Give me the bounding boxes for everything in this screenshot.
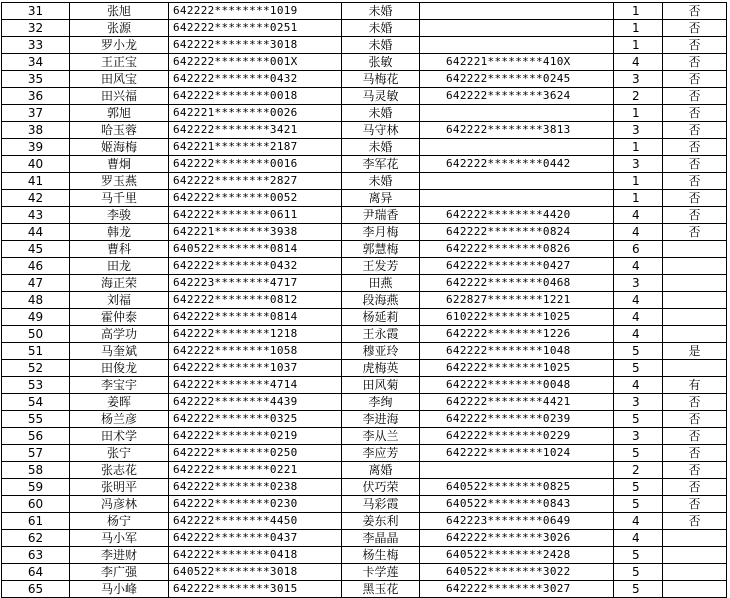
- table-row: [2, 547, 727, 564]
- id-number-cell: 642222********3018: [169, 37, 342, 54]
- row-number-cell: 32: [2, 20, 70, 37]
- status-flag-cell: [663, 326, 727, 343]
- spouse-id-cell: 642222********1025: [420, 360, 614, 377]
- spouse-cell: 未婚: [342, 105, 420, 122]
- status-flag-cell: 否: [663, 190, 727, 207]
- id-number-cell: 642222********0812: [169, 292, 342, 309]
- table-row: [2, 207, 727, 224]
- name-cell: 曹科: [70, 241, 169, 258]
- row-number-cell: 54: [2, 394, 70, 411]
- name-cell: 马千里: [70, 190, 169, 207]
- row-number-cell: 65: [2, 581, 70, 598]
- name-cell: 韩龙: [70, 224, 169, 241]
- id-number-cell: 642222********0018: [169, 88, 342, 105]
- household-count-cell: 4: [614, 377, 663, 394]
- status-flag-cell: 否: [663, 71, 727, 88]
- status-flag-cell: 否: [663, 3, 727, 20]
- household-table: [1, 2, 727, 598]
- table-body: [2, 3, 727, 598]
- status-flag-cell: 否: [663, 394, 727, 411]
- household-count-cell: 1: [614, 173, 663, 190]
- row-number-cell: 62: [2, 530, 70, 547]
- id-number-cell: 642222********2827: [169, 173, 342, 190]
- spouse-id-cell: [420, 173, 614, 190]
- spouse-cell: 杨延莉: [342, 309, 420, 326]
- household-count-cell: 1: [614, 37, 663, 54]
- row-number-cell: 51: [2, 343, 70, 360]
- id-number-cell: 642222********0814: [169, 309, 342, 326]
- household-count-cell: 2: [614, 462, 663, 479]
- name-cell: 罗玉燕: [70, 173, 169, 190]
- table-row: [2, 309, 727, 326]
- name-cell: 马小军: [70, 530, 169, 547]
- household-count-cell: 4: [614, 513, 663, 530]
- spouse-id-cell: 640522********0825: [420, 479, 614, 496]
- spouse-id-cell: 640522********0843: [420, 496, 614, 513]
- row-number-cell: 45: [2, 241, 70, 258]
- spouse-id-cell: 642221********410X: [420, 54, 614, 71]
- id-number-cell: 642222********1019: [169, 3, 342, 20]
- spouse-id-cell: 642222********3624: [420, 88, 614, 105]
- household-count-cell: 3: [614, 275, 663, 292]
- status-flag-cell: [663, 241, 727, 258]
- table-row: [2, 88, 727, 105]
- id-number-cell: 642222********0251: [169, 20, 342, 37]
- id-number-cell: 642222********1058: [169, 343, 342, 360]
- spouse-cell: 李从兰: [342, 428, 420, 445]
- row-number-cell: 44: [2, 224, 70, 241]
- status-flag-cell: [663, 564, 727, 581]
- id-number-cell: 642222********4450: [169, 513, 342, 530]
- id-number-cell: 642222********0230: [169, 496, 342, 513]
- spouse-cell: 未婚: [342, 139, 420, 156]
- table-row: [2, 292, 727, 309]
- spouse-cell: 马梅花: [342, 71, 420, 88]
- table-row: [2, 377, 727, 394]
- name-cell: 哈玉蓉: [70, 122, 169, 139]
- row-number-cell: 53: [2, 377, 70, 394]
- id-number-cell: 642222********3421: [169, 122, 342, 139]
- name-cell: 冯彦林: [70, 496, 169, 513]
- household-count-cell: 2: [614, 88, 663, 105]
- household-count-cell: 5: [614, 581, 663, 598]
- spouse-cell: 段海燕: [342, 292, 420, 309]
- id-number-cell: 642223********4717: [169, 275, 342, 292]
- row-number-cell: 35: [2, 71, 70, 88]
- status-flag-cell: 否: [663, 122, 727, 139]
- name-cell: 姬海梅: [70, 139, 169, 156]
- spouse-cell: 王发芳: [342, 258, 420, 275]
- spouse-cell: 王永霞: [342, 326, 420, 343]
- row-number-cell: 47: [2, 275, 70, 292]
- status-flag-cell: [663, 292, 727, 309]
- status-flag-cell: 否: [663, 411, 727, 428]
- status-flag-cell: [663, 275, 727, 292]
- name-cell: 高学功: [70, 326, 169, 343]
- name-cell: 海正荣: [70, 275, 169, 292]
- table-row: [2, 275, 727, 292]
- household-count-cell: 4: [614, 258, 663, 275]
- table-row: [2, 428, 727, 445]
- table-row: [2, 190, 727, 207]
- spouse-id-cell: 642222********0824: [420, 224, 614, 241]
- table-row: [2, 105, 727, 122]
- spouse-cell: 李晶晶: [342, 530, 420, 547]
- spouse-id-cell: 642222********1226: [420, 326, 614, 343]
- status-flag-cell: 否: [663, 479, 727, 496]
- spouse-cell: 田燕: [342, 275, 420, 292]
- status-flag-cell: [663, 581, 727, 598]
- household-count-cell: 3: [614, 428, 663, 445]
- row-number-cell: 64: [2, 564, 70, 581]
- spouse-id-cell: 642223********0649: [420, 513, 614, 530]
- row-number-cell: 43: [2, 207, 70, 224]
- household-count-cell: 4: [614, 530, 663, 547]
- household-count-cell: 4: [614, 207, 663, 224]
- row-number-cell: 52: [2, 360, 70, 377]
- row-number-cell: 60: [2, 496, 70, 513]
- id-number-cell: 642221********3938: [169, 224, 342, 241]
- name-cell: 李进财: [70, 547, 169, 564]
- status-flag-cell: 否: [663, 207, 727, 224]
- row-number-cell: 58: [2, 462, 70, 479]
- row-number-cell: 50: [2, 326, 70, 343]
- id-number-cell: 642222********0221: [169, 462, 342, 479]
- spouse-id-cell: [420, 3, 614, 20]
- name-cell: 田兴福: [70, 88, 169, 105]
- spouse-cell: 未婚: [342, 37, 420, 54]
- name-cell: 田风宝: [70, 71, 169, 88]
- spouse-id-cell: [420, 20, 614, 37]
- id-number-cell: 642222********0219: [169, 428, 342, 445]
- name-cell: 曹炯: [70, 156, 169, 173]
- spouse-id-cell: 642222********0427: [420, 258, 614, 275]
- table-row: [2, 71, 727, 88]
- household-count-cell: 1: [614, 20, 663, 37]
- id-number-cell: 640522********3018: [169, 564, 342, 581]
- status-flag-cell: 有: [663, 377, 727, 394]
- household-count-cell: 5: [614, 547, 663, 564]
- table-row: [2, 394, 727, 411]
- id-number-cell: 642222********0432: [169, 258, 342, 275]
- id-number-cell: 642222********0418: [169, 547, 342, 564]
- name-cell: 田术学: [70, 428, 169, 445]
- spouse-cell: 张敏: [342, 54, 420, 71]
- id-number-cell: 642222********0238: [169, 479, 342, 496]
- spouse-cell: 李军花: [342, 156, 420, 173]
- row-number-cell: 37: [2, 105, 70, 122]
- spouse-id-cell: 642222********1024: [420, 445, 614, 462]
- row-number-cell: 57: [2, 445, 70, 462]
- spouse-cell: 田风菊: [342, 377, 420, 394]
- status-flag-cell: 否: [663, 37, 727, 54]
- row-number-cell: 34: [2, 54, 70, 71]
- household-count-cell: 5: [614, 360, 663, 377]
- name-cell: 郭旭: [70, 105, 169, 122]
- spouse-id-cell: [420, 190, 614, 207]
- table-row: [2, 513, 727, 530]
- name-cell: 李骏: [70, 207, 169, 224]
- spouse-id-cell: 642222********0239: [420, 411, 614, 428]
- spouse-id-cell: 642222********3813: [420, 122, 614, 139]
- spouse-id-cell: 642222********4421: [420, 394, 614, 411]
- id-number-cell: 642221********2187: [169, 139, 342, 156]
- status-flag-cell: 否: [663, 173, 727, 190]
- id-number-cell: 640522********0814: [169, 241, 342, 258]
- row-number-cell: 48: [2, 292, 70, 309]
- row-number-cell: 39: [2, 139, 70, 156]
- household-count-cell: 5: [614, 343, 663, 360]
- table-row: [2, 479, 727, 496]
- household-count-cell: 4: [614, 292, 663, 309]
- row-number-cell: 31: [2, 3, 70, 20]
- table-row: [2, 326, 727, 343]
- status-flag-cell: 否: [663, 105, 727, 122]
- spouse-id-cell: 642222********4420: [420, 207, 614, 224]
- name-cell: 张宁: [70, 445, 169, 462]
- row-number-cell: 56: [2, 428, 70, 445]
- table-row: [2, 54, 727, 71]
- spouse-id-cell: [420, 37, 614, 54]
- name-cell: 李广强: [70, 564, 169, 581]
- table-row: [2, 3, 727, 20]
- spouse-cell: 尹瑞香: [342, 207, 420, 224]
- status-flag-cell: [663, 258, 727, 275]
- household-count-cell: 5: [614, 445, 663, 462]
- name-cell: 田龙: [70, 258, 169, 275]
- status-flag-cell: 否: [663, 496, 727, 513]
- spouse-id-cell: 642222********0229: [420, 428, 614, 445]
- id-number-cell: 642222********0325: [169, 411, 342, 428]
- table-row: [2, 530, 727, 547]
- id-number-cell: 642222********0437: [169, 530, 342, 547]
- status-flag-cell: 否: [663, 20, 727, 37]
- household-count-cell: 5: [614, 479, 663, 496]
- household-count-cell: 5: [614, 564, 663, 581]
- spouse-cell: 未婚: [342, 3, 420, 20]
- household-count-cell: 4: [614, 54, 663, 71]
- household-count-cell: 1: [614, 190, 663, 207]
- name-cell: 马小峰: [70, 581, 169, 598]
- status-flag-cell: 否: [663, 428, 727, 445]
- spouse-cell: 未婚: [342, 20, 420, 37]
- id-number-cell: 642222********4714: [169, 377, 342, 394]
- name-cell: 杨宁: [70, 513, 169, 530]
- name-cell: 张志花: [70, 462, 169, 479]
- spouse-id-cell: 642222********0048: [420, 377, 614, 394]
- status-flag-cell: 否: [663, 513, 727, 530]
- spouse-cell: 杨生梅: [342, 547, 420, 564]
- table-row: [2, 173, 727, 190]
- spouse-cell: 马彩霞: [342, 496, 420, 513]
- table-row: [2, 411, 727, 428]
- status-flag-cell: [663, 309, 727, 326]
- spouse-cell: 郭慧梅: [342, 241, 420, 258]
- name-cell: 刘福: [70, 292, 169, 309]
- status-flag-cell: 否: [663, 224, 727, 241]
- household-count-cell: 1: [614, 105, 663, 122]
- spouse-id-cell: 622827********1221: [420, 292, 614, 309]
- household-count-cell: 4: [614, 326, 663, 343]
- name-cell: 罗小龙: [70, 37, 169, 54]
- table-row: [2, 581, 727, 598]
- household-count-cell: 3: [614, 71, 663, 88]
- name-cell: 张源: [70, 20, 169, 37]
- status-flag-cell: 否: [663, 445, 727, 462]
- household-count-cell: 3: [614, 122, 663, 139]
- household-count-cell: 6: [614, 241, 663, 258]
- household-count-cell: 5: [614, 496, 663, 513]
- spouse-cell: 虎梅英: [342, 360, 420, 377]
- status-flag-cell: 否: [663, 139, 727, 156]
- id-number-cell: 642222********0611: [169, 207, 342, 224]
- row-number-cell: 42: [2, 190, 70, 207]
- household-count-cell: 3: [614, 394, 663, 411]
- table-row: [2, 139, 727, 156]
- table-row: [2, 37, 727, 54]
- spouse-id-cell: 642222********0245: [420, 71, 614, 88]
- spouse-cell: 黑玉花: [342, 581, 420, 598]
- table-row: [2, 241, 727, 258]
- spouse-id-cell: 642222********3026: [420, 530, 614, 547]
- status-flag-cell: 否: [663, 156, 727, 173]
- household-count-cell: 5: [614, 411, 663, 428]
- row-number-cell: 46: [2, 258, 70, 275]
- spouse-cell: 伏巧荣: [342, 479, 420, 496]
- row-number-cell: 63: [2, 547, 70, 564]
- id-number-cell: 642222********1218: [169, 326, 342, 343]
- name-cell: 李宝宇: [70, 377, 169, 394]
- id-number-cell: 642222********3015: [169, 581, 342, 598]
- spouse-id-cell: 642222********0826: [420, 241, 614, 258]
- spouse-id-cell: 610222********1025: [420, 309, 614, 326]
- spouse-cell: 李进海: [342, 411, 420, 428]
- table-row: [2, 122, 727, 139]
- id-number-cell: 642222********0432: [169, 71, 342, 88]
- spouse-id-cell: 640522********2428: [420, 547, 614, 564]
- spouse-id-cell: [420, 462, 614, 479]
- table-row: [2, 258, 727, 275]
- name-cell: 张明平: [70, 479, 169, 496]
- household-count-cell: 4: [614, 224, 663, 241]
- table-row: [2, 360, 727, 377]
- table-row: [2, 445, 727, 462]
- spouse-id-cell: 640522********3022: [420, 564, 614, 581]
- status-flag-cell: 否: [663, 88, 727, 105]
- spouse-id-cell: [420, 105, 614, 122]
- household-count-cell: 3: [614, 156, 663, 173]
- spouse-cell: 李应芳: [342, 445, 420, 462]
- table-row: [2, 20, 727, 37]
- table-row: [2, 343, 727, 360]
- spouse-cell: 未婚: [342, 173, 420, 190]
- name-cell: 王正宝: [70, 54, 169, 71]
- id-number-cell: 642222********0250: [169, 445, 342, 462]
- spouse-id-cell: 642222********0442: [420, 156, 614, 173]
- status-flag-cell: 否: [663, 54, 727, 71]
- row-number-cell: 36: [2, 88, 70, 105]
- status-flag-cell: 否: [663, 462, 727, 479]
- spouse-cell: 离婚: [342, 462, 420, 479]
- name-cell: 马奎斌: [70, 343, 169, 360]
- id-number-cell: 642222********1037: [169, 360, 342, 377]
- household-count-cell: 1: [614, 3, 663, 20]
- name-cell: 姜晖: [70, 394, 169, 411]
- row-number-cell: 49: [2, 309, 70, 326]
- spouse-cell: 李月梅: [342, 224, 420, 241]
- name-cell: 田俊龙: [70, 360, 169, 377]
- household-count-cell: 4: [614, 309, 663, 326]
- spouse-cell: 离异: [342, 190, 420, 207]
- spouse-cell: 马灵敏: [342, 88, 420, 105]
- id-number-cell: 642222********001X: [169, 54, 342, 71]
- name-cell: 霍仲泰: [70, 309, 169, 326]
- spouse-cell: 姜东利: [342, 513, 420, 530]
- id-number-cell: 642222********0016: [169, 156, 342, 173]
- table-row: [2, 564, 727, 581]
- spouse-cell: 李绚: [342, 394, 420, 411]
- row-number-cell: 41: [2, 173, 70, 190]
- status-flag-cell: [663, 360, 727, 377]
- table-row: [2, 496, 727, 513]
- status-flag-cell: [663, 547, 727, 564]
- spouse-cell: 卡学莲: [342, 564, 420, 581]
- name-cell: 张旭: [70, 3, 169, 20]
- household-count-cell: 1: [614, 139, 663, 156]
- id-number-cell: 642222********0052: [169, 190, 342, 207]
- row-number-cell: 61: [2, 513, 70, 530]
- spouse-cell: 穆亚玲: [342, 343, 420, 360]
- table-row: [2, 462, 727, 479]
- id-number-cell: 642222********4439: [169, 394, 342, 411]
- spouse-cell: 马守林: [342, 122, 420, 139]
- name-cell: 杨兰彦: [70, 411, 169, 428]
- spouse-id-cell: 642222********1048: [420, 343, 614, 360]
- spouse-id-cell: 642222********3027: [420, 581, 614, 598]
- status-flag-cell: [663, 530, 727, 547]
- spouse-id-cell: 642222********0468: [420, 275, 614, 292]
- row-number-cell: 38: [2, 122, 70, 139]
- status-flag-cell: 是: [663, 343, 727, 360]
- row-number-cell: 40: [2, 156, 70, 173]
- row-number-cell: 33: [2, 37, 70, 54]
- table-row: [2, 156, 727, 173]
- spouse-id-cell: [420, 139, 614, 156]
- row-number-cell: 55: [2, 411, 70, 428]
- id-number-cell: 642221********0026: [169, 105, 342, 122]
- table-row: [2, 224, 727, 241]
- row-number-cell: 59: [2, 479, 70, 496]
